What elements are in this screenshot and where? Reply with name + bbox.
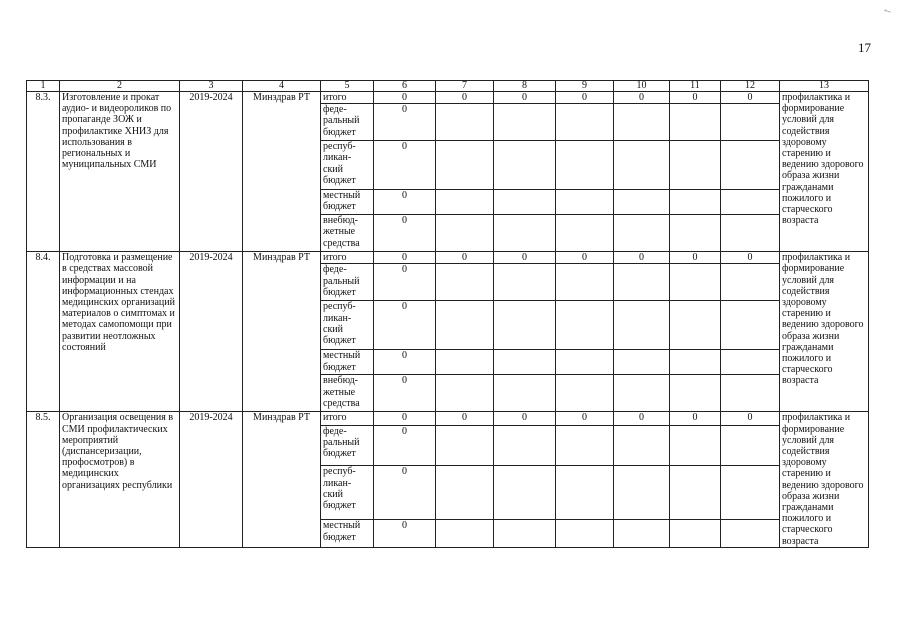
funding-value [556,375,614,412]
column-number: 1 [27,81,60,92]
funding-value [670,215,721,252]
funding-value [436,215,494,252]
funding-source: местный бюджет [321,350,374,375]
funding-value [556,190,614,215]
funding-value [721,466,780,520]
funding-value [721,104,780,141]
funding-source: феде-ральный бюджет [321,425,374,466]
funding-value [494,425,556,466]
funding-value [670,264,721,301]
funding-value [670,350,721,375]
funding-value: 0 [374,425,436,466]
funding-value [436,520,494,548]
activity-description: Подготовка и размещение в средствах массовой информации и на информационных стендах медицинских организаций материалов о симптомах и методах самопомощи при развитии неотложных состояний [60,252,180,412]
column-number: 3 [180,81,243,92]
funding-value [614,520,670,548]
page-number: 17 [858,40,871,55]
funding-value: 0 [670,252,721,264]
funding-value: 0 [721,92,780,104]
funding-source: итого [321,252,374,264]
expected-result: профилактика и формирование условий для содействия здоровому старению и ведению здорового образа жизни гражданами пожилого и старческого возраста [780,252,869,412]
funding-value: 0 [614,412,670,425]
funding-value [670,141,721,190]
funding-value [556,466,614,520]
funding-value [670,375,721,412]
activity-description: Изготовление и прокат аудио- и видеороликов по пропаганде ЗОЖ и профилактике ХНИЗ для использования в региональных и муниципальных СМИ [60,92,180,252]
funding-value [721,141,780,190]
funding-value [494,215,556,252]
funding-value [436,264,494,301]
activity-number: 8.4. [27,252,60,412]
funding-value: 0 [374,264,436,301]
funding-value: 0 [374,215,436,252]
activity-executor: Минздрав РТ [243,92,321,252]
funding-value [721,190,780,215]
funding-source: итого [321,412,374,425]
funding-value: 0 [556,252,614,264]
funding-value [721,264,780,301]
funding-value [614,375,670,412]
column-number: 12 [721,81,780,92]
funding-value: 0 [374,252,436,264]
funding-value [436,425,494,466]
activity-description: Организация освещения в СМИ профилактических мероприятий (диспансеризации, профосмотров) в медицинских организациях республики [60,412,180,547]
funding-value: 0 [374,350,436,375]
scan-corner-mark: ↖ [882,4,894,18]
funding-value [614,190,670,215]
funding-value [556,141,614,190]
funding-value [670,104,721,141]
funding-value: 0 [670,412,721,425]
activity-executor: Минздрав РТ [243,412,321,547]
funding-value [556,425,614,466]
funding-value [494,141,556,190]
funding-value [670,520,721,548]
funding-value: 0 [614,252,670,264]
funding-value [494,350,556,375]
funding-source: респуб-ликан-ский бюджет [321,301,374,350]
funding-value [556,350,614,375]
expected-result: профилактика и формирование условий для содействия здоровому старению и ведению здорового образа жизни гражданами пожилого и старческого возраста [780,92,869,252]
funding-value [494,375,556,412]
funding-value [494,264,556,301]
column-number: 11 [670,81,721,92]
activity-executor: Минздрав РТ [243,252,321,412]
funding-value [614,104,670,141]
funding-source: феде-ральный бюджет [321,264,374,301]
funding-value [614,425,670,466]
column-number: 6 [374,81,436,92]
funding-value [436,301,494,350]
column-number: 2 [60,81,180,92]
funding-value: 0 [721,412,780,425]
funding-value: 0 [494,92,556,104]
funding-value: 0 [614,92,670,104]
funding-value [670,301,721,350]
funding-value: 0 [494,412,556,425]
funding-value [614,301,670,350]
funding-value: 0 [374,190,436,215]
funding-value [614,215,670,252]
funding-value [614,141,670,190]
funding-value [494,104,556,141]
funding-value [556,520,614,548]
column-number: 13 [780,81,869,92]
funding-source: внебюд-жетные средства [321,375,374,412]
funding-value: 0 [374,104,436,141]
funding-value [614,350,670,375]
funding-value [721,215,780,252]
funding-value: 0 [374,375,436,412]
funding-value [721,375,780,412]
funding-value: 0 [374,92,436,104]
funding-value: 0 [436,252,494,264]
funding-value [436,104,494,141]
funding-value [614,466,670,520]
funding-value: 0 [374,466,436,520]
column-number: 5 [321,81,374,92]
funding-value: 0 [436,92,494,104]
funding-source: местный бюджет [321,190,374,215]
activity-row [27,92,869,104]
column-number-row [27,81,869,92]
activity-period: 2019-2024 [180,412,243,547]
funding-source: феде-ральный бюджет [321,104,374,141]
program-activities-table [26,80,869,548]
activity-row [27,252,869,264]
funding-value [556,104,614,141]
funding-source: внебюд-жетные средства [321,215,374,252]
funding-value: 0 [556,92,614,104]
activity-row [27,412,869,425]
expected-result: профилактика и формирование условий для содействия здоровому старению и ведению здорового образа жизни гражданами пожилого и старческого возраста [780,412,869,547]
funding-value [436,190,494,215]
funding-value [721,301,780,350]
funding-value [670,466,721,520]
funding-value: 0 [374,301,436,350]
funding-value [436,141,494,190]
funding-value: 0 [670,92,721,104]
activity-period: 2019-2024 [180,252,243,412]
column-number: 8 [494,81,556,92]
funding-value [436,466,494,520]
funding-value [670,425,721,466]
funding-value: 0 [374,412,436,425]
funding-value: 0 [374,520,436,548]
funding-source: респуб-ликан-ский бюджет [321,466,374,520]
funding-value: 0 [494,252,556,264]
funding-value: 0 [556,412,614,425]
activity-number: 8.5. [27,412,60,547]
funding-source: респуб-ликан-ский бюджет [321,141,374,190]
funding-value [494,466,556,520]
column-number: 4 [243,81,321,92]
funding-value [670,190,721,215]
funding-value [494,301,556,350]
column-number: 9 [556,81,614,92]
funding-value [556,215,614,252]
funding-value: 0 [436,412,494,425]
funding-source: местный бюджет [321,520,374,548]
funding-value [436,350,494,375]
funding-value [556,301,614,350]
funding-value [721,350,780,375]
funding-value [436,375,494,412]
funding-value [494,190,556,215]
funding-value [721,520,780,548]
funding-value [721,425,780,466]
column-number: 10 [614,81,670,92]
funding-value [494,520,556,548]
funding-value: 0 [721,252,780,264]
funding-value: 0 [374,141,436,190]
column-number: 7 [436,81,494,92]
funding-source: итого [321,92,374,104]
activity-number: 8.3. [27,92,60,252]
funding-value [614,264,670,301]
activity-period: 2019-2024 [180,92,243,252]
funding-value [556,264,614,301]
